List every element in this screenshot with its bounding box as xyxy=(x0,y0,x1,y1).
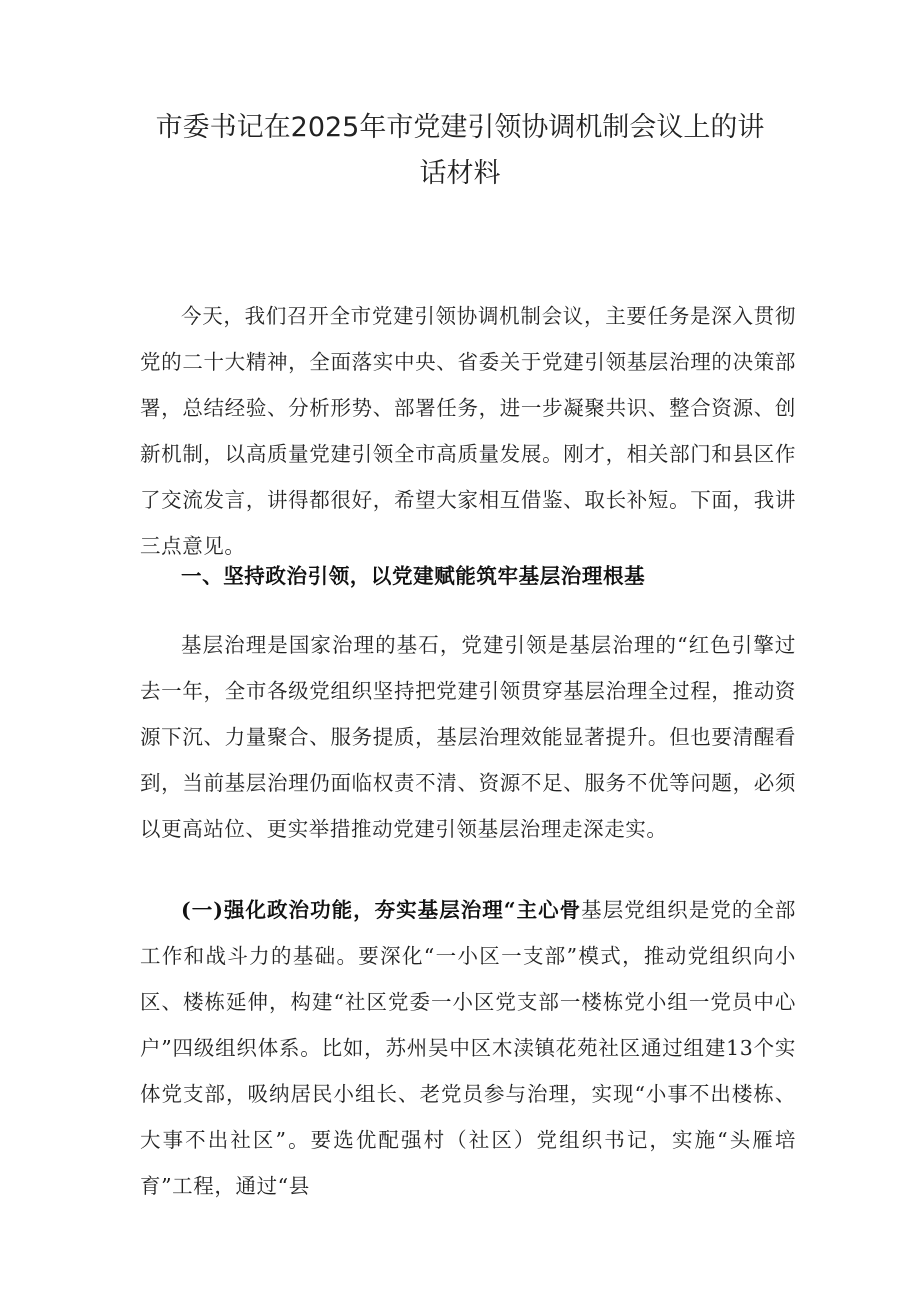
subsection-1-paragraph xyxy=(140,887,796,1209)
subsection-1-text: 基层党组织是党的全部工作和战斗力的基础。要深化“一小区一支部”模式，推动党组织向小区、楼栋延伸，构建“社区党委一小区党支部一楼栋党小组一党员中心户”四级组织体系。比如，苏州吴中区木渎镇花苑社区通过组建13个实体党支部，吸纳居民小组长、老党员参与治理，实现“小事不出楼栋、大事不出社区”。要选优配强村（社区）党组织书记，实施“头雁培育”工程，通过“县 xyxy=(140,898,796,1198)
document-title xyxy=(140,105,780,197)
section-heading-1: 一、坚持政治引领，以党建赋能筑牢基层治理根基 xyxy=(181,564,646,588)
title-line-1: 市委书记在2025年市党建引领协调机制会议上的讲 xyxy=(155,112,765,143)
section-1-paragraph: 基层治理是国家治理的基石，党建引领是基层治理的“红色引擎过去一年，全市各级党组织坚持把党建引领贯穿基层治理全过程，推动资源下沉、力量聚合、服务提质，基层治理效能显著提升。但也要清醒看到，当前基层治理仍面临权责不清、资源不足、服务不优等问题，必须以更高站位、更实举措推动党建引领基层治理走深走实。 xyxy=(140,633,796,841)
title-line-2: 话材料 xyxy=(419,158,501,189)
intro-paragraph: 今天，我们召开全市党建引领协调机制会议，主要任务是深入贯彻党的二十大精神，全面落实中央、省委关于党建引领基层治理的决策部署，总结经验、分析形势、部署任务，进一步凝聚共识、整合资源、创新机制，以高质量党建引领全市高质量发展。刚才，相关部门和县区作了交流发言，讲得都很好，希望大家相互借鉴、取长补短。下面，我讲三点意见。 xyxy=(140,304,796,558)
subsection-heading-1: (一)强化政治功能，夯实基层治理“主心骨 xyxy=(181,898,582,922)
